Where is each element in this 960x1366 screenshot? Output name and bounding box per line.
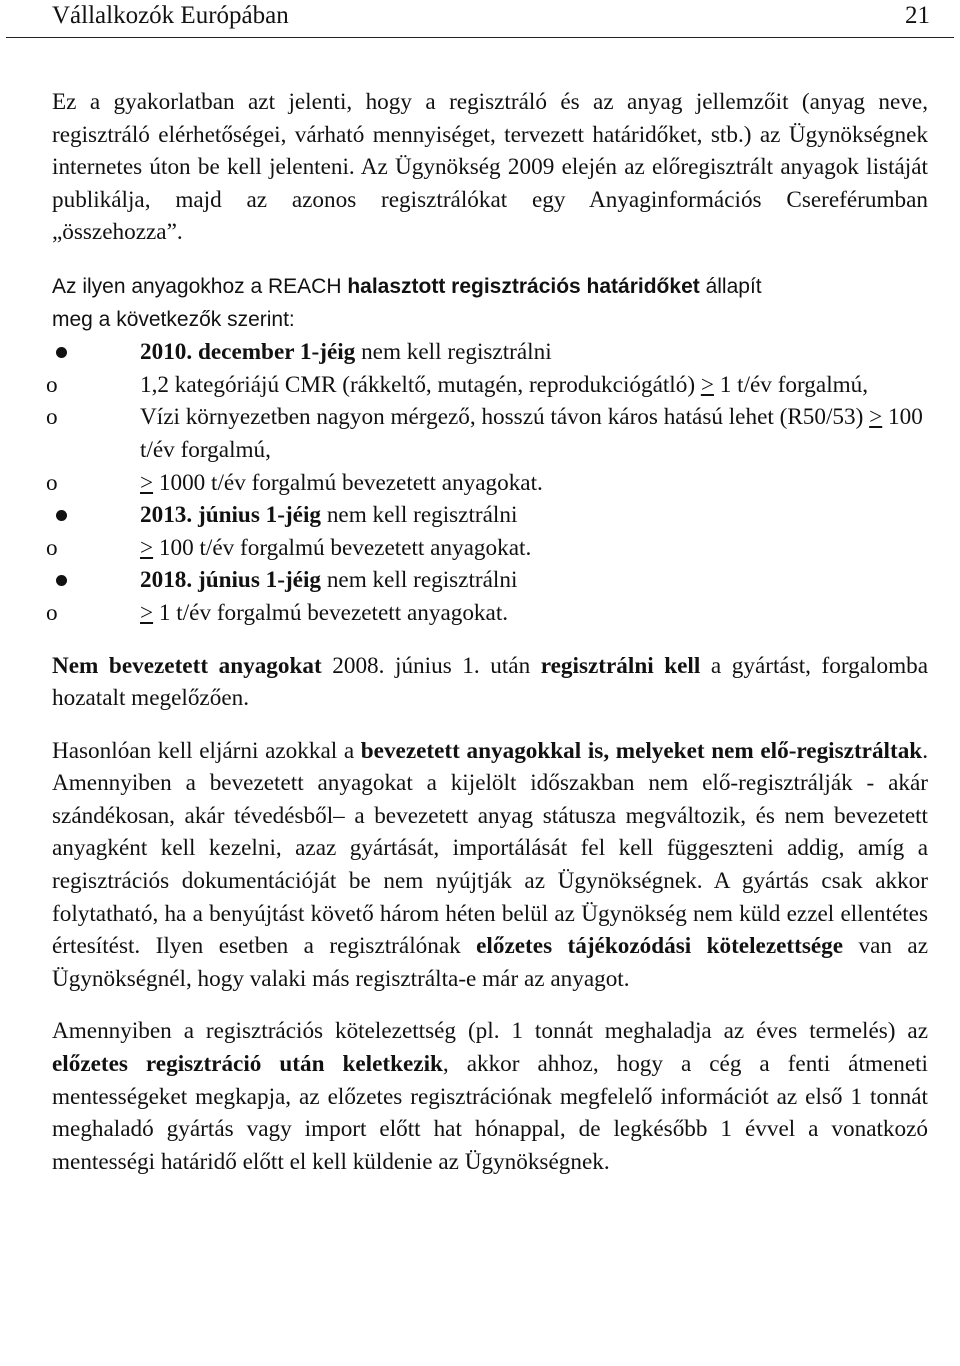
circle-bullet-icon: o bbox=[46, 371, 58, 398]
not-preregistered-text: Hasonlóan kell eljárni azokkal a bbox=[52, 737, 361, 764]
paragraph-late-obligation bbox=[52, 1015, 928, 1178]
greater-equal-symbol: > bbox=[140, 599, 154, 626]
deadline-date: 2010. december 1-jéig bbox=[140, 339, 356, 366]
not-preregistered-text-3: van az Ügynökségnél, hogy valaki más regisztrálta-e már az anyagot. bbox=[52, 933, 928, 992]
sub-item-text-2: 100 t/év forgalmú, bbox=[140, 404, 923, 463]
deadlines-intro-text: Az ilyen anyagokhoz a REACH bbox=[52, 274, 348, 298]
deadline-item-2010 bbox=[46, 336, 928, 499]
sub-item-text-2: 1000 t/év forgalmú bevezetett anyagokat. bbox=[153, 469, 543, 496]
sub-item bbox=[46, 401, 928, 466]
deadlines-intro-text-2: állapít bbox=[699, 274, 762, 298]
sub-item bbox=[46, 532, 928, 565]
sub-item-text-2: 100 t/év forgalmú bevezetett anyagokat. bbox=[153, 534, 532, 561]
circle-bullet-icon: o bbox=[46, 599, 58, 626]
circle-bullet-icon: o bbox=[46, 534, 58, 561]
deadline-list bbox=[46, 336, 928, 629]
running-title: Vállalkozók Európában bbox=[52, 2, 289, 29]
body-text bbox=[46, 86, 929, 1178]
sub-item-text-2: 1 t/év forgalmú bevezetett anyagokat. bbox=[153, 599, 509, 626]
new-substances-bold: Nem bevezetett anyagokat bbox=[52, 652, 322, 679]
not-preregistered-bold: bevezetett anyagokkal is, melyeket nem elő-regisztráltak bbox=[360, 737, 923, 764]
paragraph-registration-info: Ez a gyakorlatban azt jelenti, hogy a regisztráló és az anyag jellemzőit (anyag neve, regisztráló elérhetőségei, várható mennyiséget, tervezett határidőket, stb.) az Ügynökségnek internetes úton be kell jelenteni. Az Ügynökség 2009 elején az előregisztrált anyagok listáját publikálja, majd az azonos regisztrálókat egy Anyaginformációs Csereférumban „összehozza”. bbox=[52, 89, 928, 246]
greater-equal-symbol: > bbox=[140, 469, 154, 496]
new-substances-text: 2008. június 1. után bbox=[321, 652, 541, 679]
sub-item bbox=[46, 369, 928, 402]
sub-item bbox=[46, 597, 928, 630]
circle-bullet-icon: o bbox=[46, 404, 58, 431]
deadline-text: nem kell regisztrálni bbox=[355, 339, 552, 366]
new-substances-text-2: a gyártást, forgalomba hozatalt megelőzően. bbox=[52, 652, 929, 712]
deadline-text: nem kell regisztrálni bbox=[321, 567, 518, 594]
page-number: 21 bbox=[905, 2, 930, 29]
sub-item-text: 1,2 kategóriájú CMR (rákkeltő, mutagén, reprodukciógátló) bbox=[140, 371, 701, 398]
deadline-date: 2013. június 1-jéig bbox=[140, 502, 322, 529]
new-substances-bold-2: regisztrálni kell bbox=[540, 652, 701, 679]
deadline-text: nem kell regisztrálni bbox=[321, 502, 518, 529]
not-preregistered-text-2: . Amennyiben a bevezetett anyagokat a kijelölt időszakban nem elő-regisztrálják - akár szándékosan, akár tévedésből– a bevezetett anyag státusza megváltozik, és nem bevezetett anyagként kell kezelni, azaz gyártását, importálását fel kell függeszteni addig, amíg a regisztrációs dokumentációját be nem nyújtják az Ügynökségnek. A gyártás csak akkor folytatható, ha a benyújtást követő három héten belül az Ügynökség nem küld ezzel ellentétes értesítést. Ilyen esetben a regisztrálónak bbox=[52, 737, 928, 960]
deadlines-intro-bold: halasztott regisztrációs határidőket bbox=[347, 274, 700, 298]
deadlines-intro-text-3: meg a következők szerint: bbox=[52, 307, 295, 331]
paragraph-deadlines-intro bbox=[52, 271, 928, 336]
late-obligation-text: Amennyiben a regisztrációs kötelezettség (pl. 1 tonnát meghaladja az éves termelés) az bbox=[52, 1018, 928, 1045]
greater-equal-symbol: > bbox=[869, 404, 883, 431]
bullet-icon bbox=[56, 347, 67, 358]
sub-item-text: Vízi környezetben nagyon mérgező, hosszú távon káros hatású lehet (R50/53) bbox=[140, 404, 870, 431]
sub-item-text-2: 1 t/év forgalmú, bbox=[713, 371, 869, 398]
deadline-item-2018 bbox=[46, 564, 928, 629]
deadline-item-2013 bbox=[46, 499, 928, 564]
not-preregistered-bold-2: előzetes tájékozódási kötelezettsége bbox=[476, 933, 844, 960]
greater-equal-symbol: > bbox=[140, 534, 154, 561]
sub-item bbox=[46, 467, 928, 500]
bullet-icon bbox=[56, 575, 67, 586]
greater-equal-symbol: > bbox=[700, 371, 714, 398]
circle-bullet-icon: o bbox=[46, 469, 58, 496]
late-obligation-bold: előzetes regisztráció után keletkezik bbox=[52, 1051, 443, 1078]
late-obligation-text-2: , akkor ahhoz, hogy a cég a fenti átmeneti mentességeket megkapja, az előzetes regisztrációnak megfelelő információt az első 1 tonnát meghaladó gyártás vagy import előtt hat hónappal, de legkésőbb 1 évvel a vonatkozó mentességi határidő előtt el kell küldenie az Ügynökségnek. bbox=[52, 1051, 928, 1175]
paragraph-new-substances bbox=[52, 650, 928, 715]
paragraph-not-preregistered bbox=[52, 735, 928, 996]
deadline-date: 2018. június 1-jéig bbox=[140, 567, 322, 594]
bullet-icon bbox=[56, 510, 67, 521]
page-header bbox=[6, 0, 954, 38]
